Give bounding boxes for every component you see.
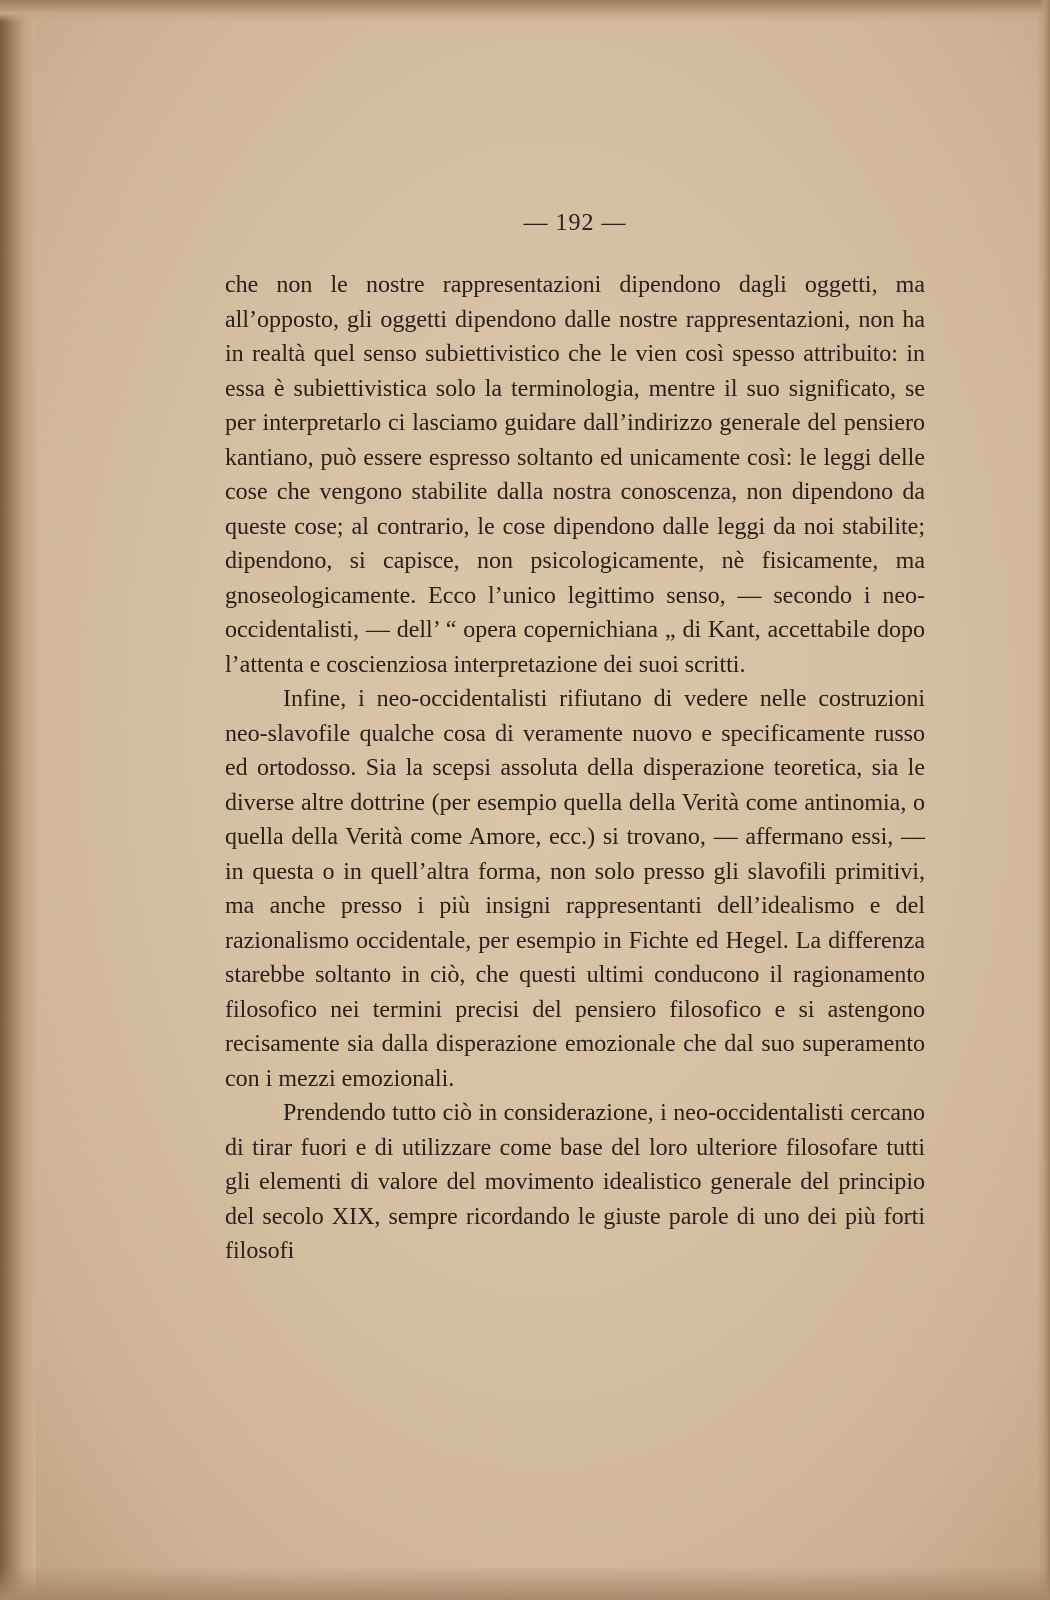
paragraph-2: Infine, i neo-occidentalisti rifiutano di vedere nelle costruzioni neo-slavofile qualche cosa di veramente nuovo e specificamente russo ed ortodosso. Sia la scepsi assoluta della disperazione teoretica, sia le diverse altre dottrine (per esempio quella della Verità come antinomia, o quella della Verità come Amore, ecc.) si trovano, — affermano essi, — in questa o in quell’altra forma, non solo presso gli slavofili primitivi, ma anche presso i più insigni rappresentanti dell’idealismo e del razionalismo occidentale, per esempio in Fichte ed Hegel. La differenza starebbe soltanto in ciò, che questi ultimi conducono il ragionamento filosofico nei termini precisi del pensiero filosofico e si astengono recisamente sia dalla disperazione emozionale che dal suo superamento con i mezzi emozionali. <box>225 686 925 1092</box>
body-text <box>225 268 925 1269</box>
page-bottom-edge <box>0 1566 1050 1600</box>
page-top-edge <box>0 0 1050 22</box>
book-spine-edge <box>0 0 36 1600</box>
paragraph-3: Prendendo tutto ciò in considerazione, i neo-occidentalisti cercano di tirar fuori e di utilizzare come base del loro ulteriore filosofare tutti gli elementi di valore del movimento idealistico generale del principio del secolo XIX, sempre ricordando le giuste parole di uno dei più forti filosofi <box>225 1100 925 1264</box>
page-right-edge <box>1038 0 1050 1600</box>
page-number: — 192 — <box>523 210 627 236</box>
paragraph-1: che non le nostre rappresentazioni dipendono dagli oggetti, ma all’opposto, gli oggetti dipendono dalle nostre rappresentazioni, non ha in realtà quel senso subiettivistico che le vien così spesso attribuito: in essa è subiettivistica solo la terminologia, mentre il suo significato, se per interpretarlo ci lasciamo guidare dall’indirizzo generale del pensiero kantiano, può essere espresso soltanto ed unicamente così: le leggi delle cose che vengono stabilite dalla nostra conoscenza, non dipendono da queste cose; al contrario, le cose dipendono dalle leggi da noi stabilite; dipendono, si capisce, non psicologicamente, nè fisicamente, ma gnoseologicamente. Ecco l’unico legittimo senso, — secondo i neo-occidentalisti, — dell’ “ opera copernichiana „ di Kant, accettabile dopo l’attenta e coscienziosa interpretazione dei suoi scritti. <box>225 272 925 678</box>
